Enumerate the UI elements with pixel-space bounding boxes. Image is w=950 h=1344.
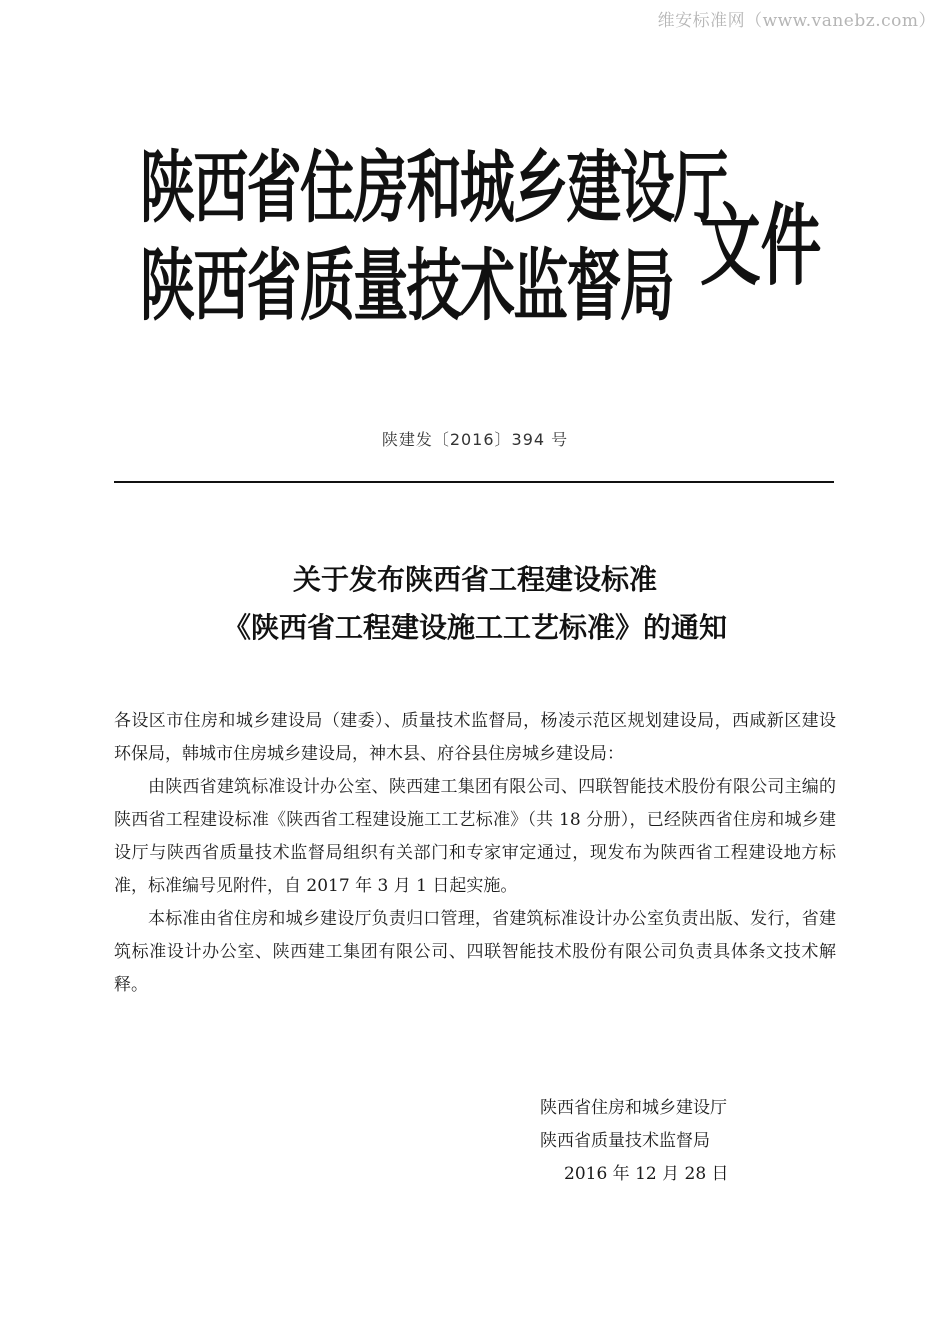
header-divider: [114, 481, 834, 483]
body-paragraph-2: 本标准由省住房和城乡建设厅负责归口管理，省建筑标准设计办公室负责出版、发行，省建筑标准设计办公室、陕西建工集团有限公司、四联智能技术股份有限公司负责具体条文技术解释。: [114, 909, 836, 995]
notice-title: [0, 556, 950, 652]
header-suffix: 文件: [700, 194, 822, 298]
addressee: 各设区市住房和城乡建设局（建委）、质量技术监督局，杨凌示范区规划建设局，西咸新区建设环保局，韩城市住房城乡建设局，神木县、府谷县住房城乡建设局：: [114, 711, 836, 764]
document-number: 陕建发〔2016〕394 号: [381, 430, 569, 449]
header-org-line2: 陕西省质量技术监督局: [140, 241, 674, 333]
notice-body: [114, 705, 836, 1002]
document-header: [140, 140, 820, 350]
watermark: 维安标准网（www.vanebz.com）: [657, 11, 936, 31]
signature-org-1: 陕西省住房和城乡建设厅: [540, 1098, 727, 1118]
notice-title-line1: 关于发布陕西省工程建设标准: [292, 563, 657, 596]
signature-org-2: 陕西省质量技术监督局: [540, 1131, 710, 1151]
signature-date: 2016 年 12 月 28 日: [564, 1164, 729, 1184]
notice-title-line2: 《陕西省工程建设施工工艺标准》的通知: [222, 611, 727, 644]
header-org-line1: 陕西省住房和城乡建设厅: [140, 143, 727, 235]
signature-block: [540, 1092, 800, 1191]
body-paragraph-1: 由陕西省建筑标准设计办公室、陕西建工集团有限公司、四联智能技术股份有限公司主编的陕西省工程建设标准《陕西省工程建设施工工艺标准》（共 18 分册），已经陕西省住房和城乡建设厅与陕西省质量技术监督局组织有关部门和专家审定通过，现发布为陕西省工程建设地方标准，标准编号见附件，自 2017 年 3 月 1 日起实施。: [114, 777, 836, 896]
